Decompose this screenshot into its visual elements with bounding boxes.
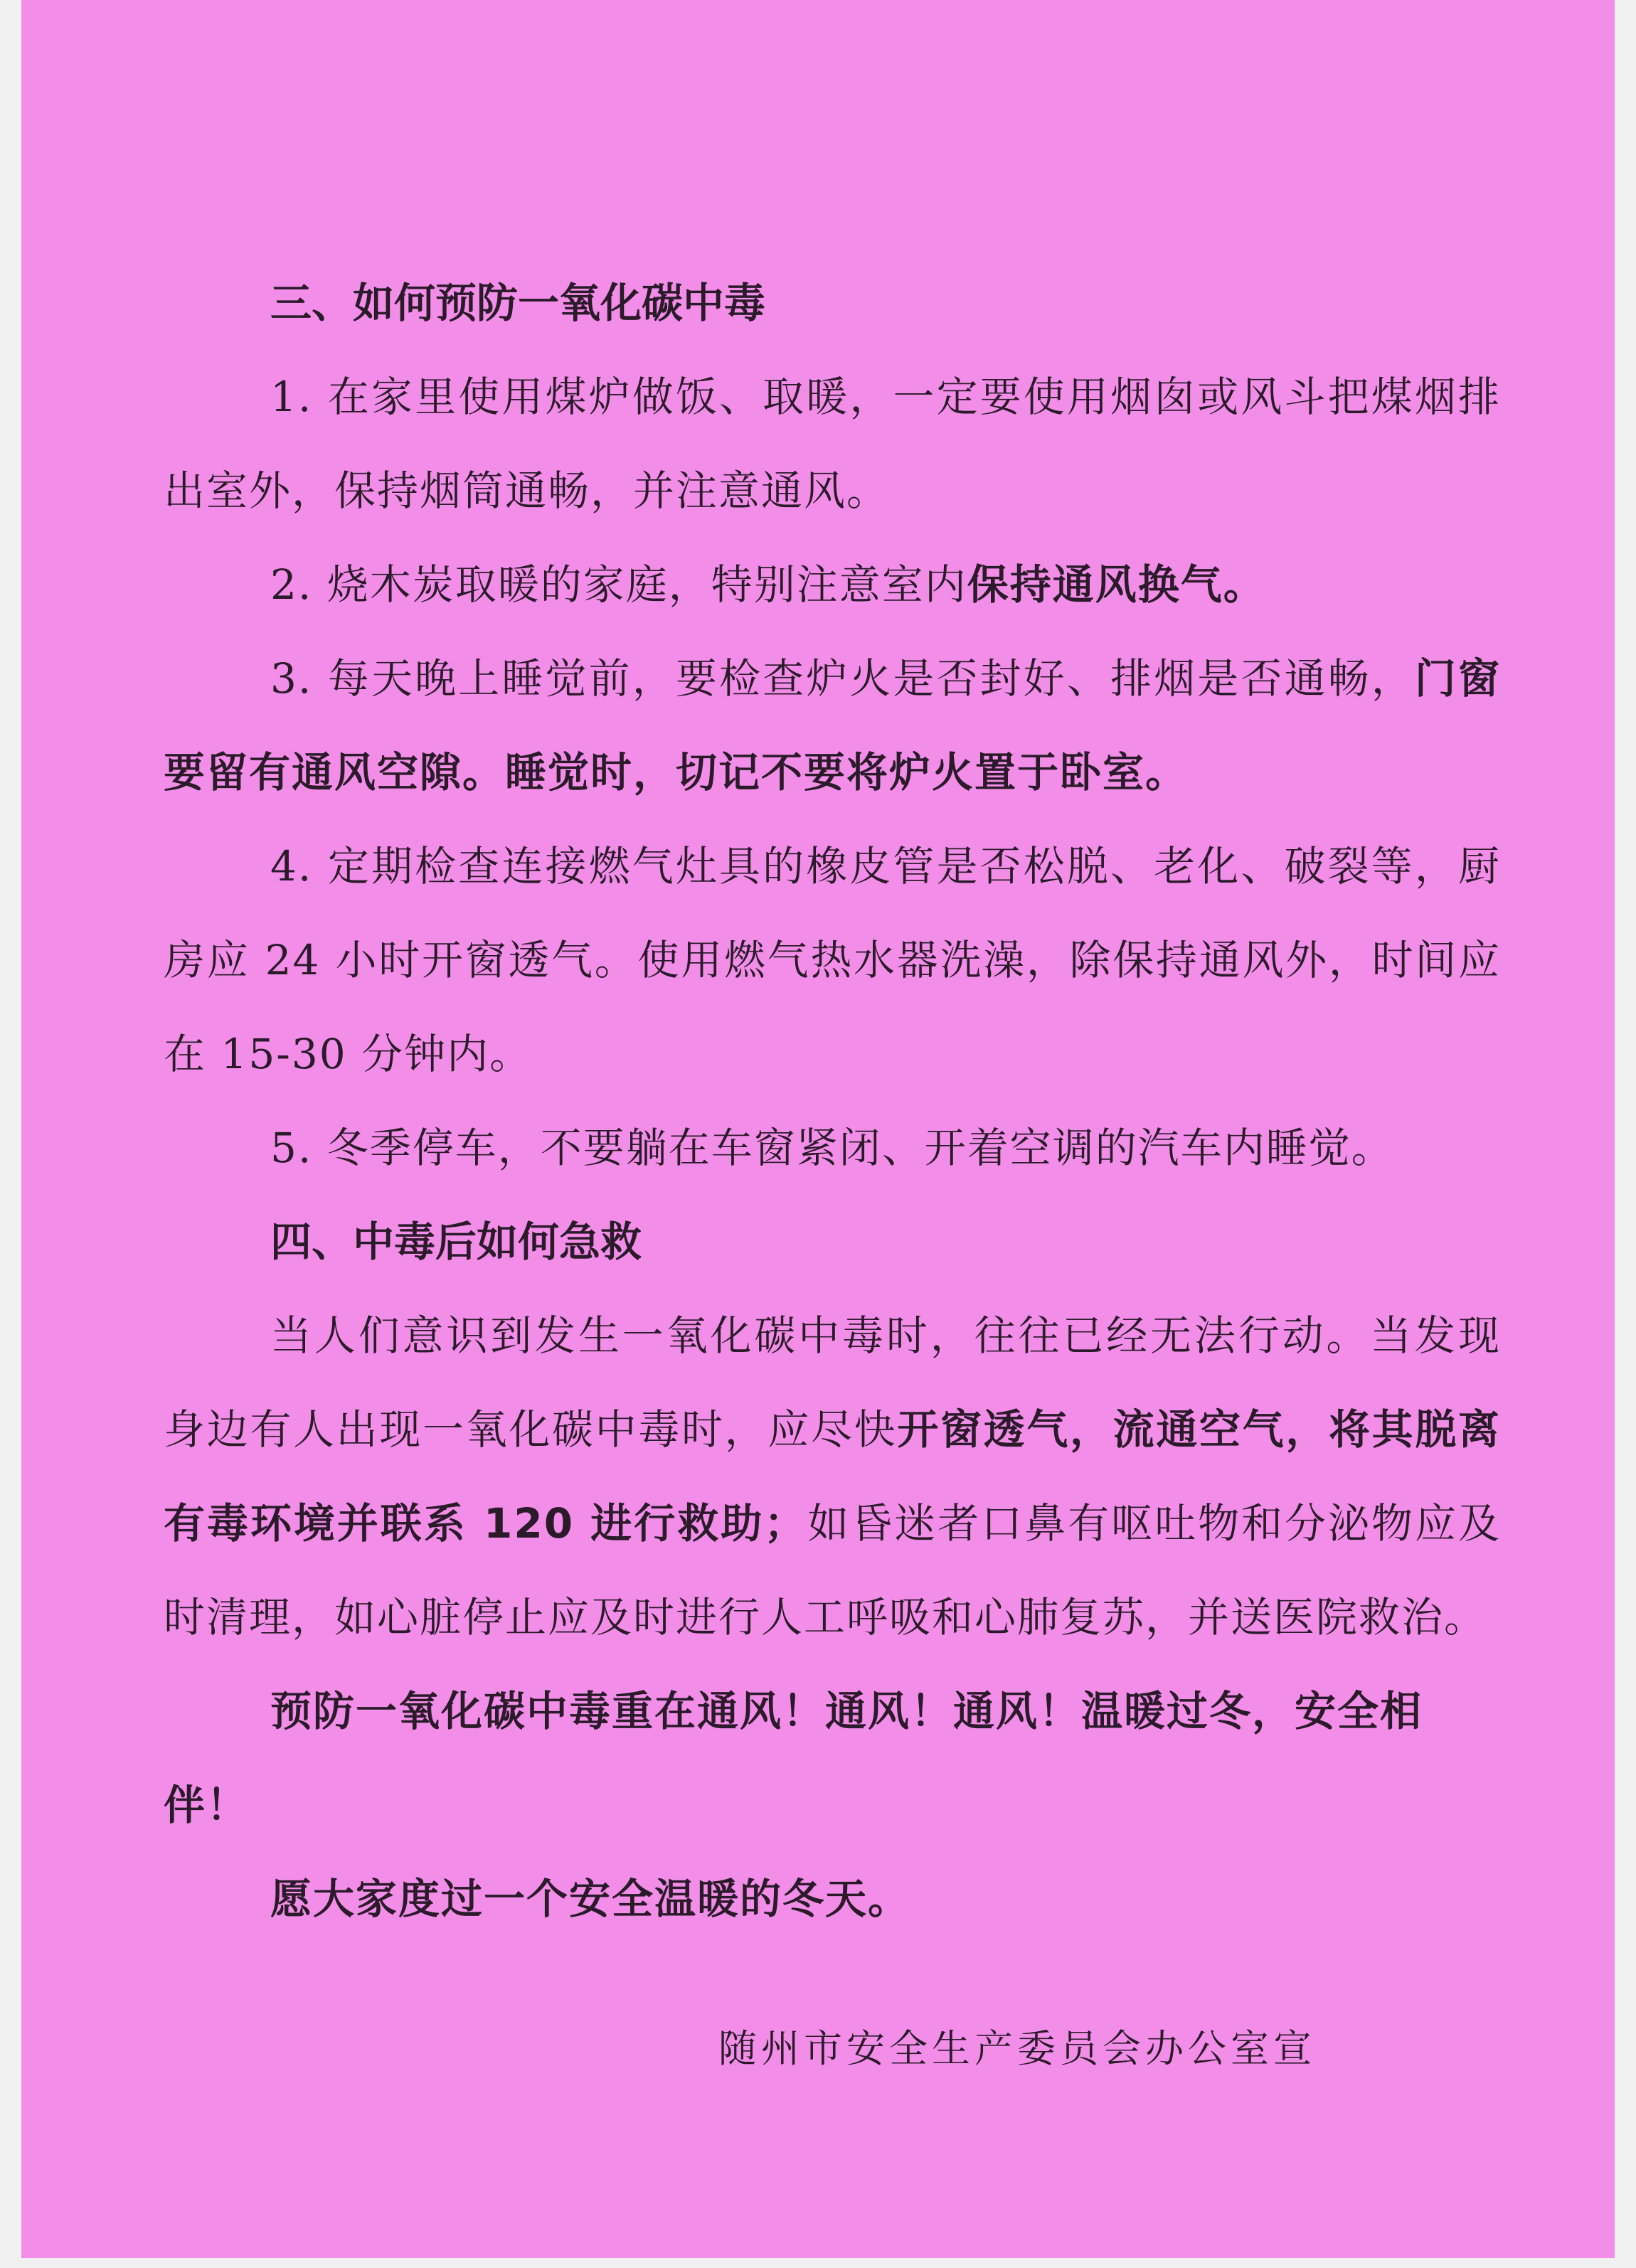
first-aid-bold-text: 开窗透气，流通空气，将其脱离有毒环境并联系 120 进行救助； bbox=[164, 1405, 1501, 1548]
closing-wish: 愿大家度过一个安全温暖的冬天。 bbox=[270, 1875, 911, 1923]
issuer-signature: 随州市安全生产委员会办公室宣 bbox=[718, 2026, 1316, 2071]
section-4-heading: 四、中毒后如何急救 bbox=[270, 1218, 642, 1266]
first-aid-text-1: 当人们意识到发生一氧化碳中毒时，往往已经无法行动。当发现身边有人出现一氧化碳中毒时，应尽快 bbox=[164, 1311, 1501, 1454]
section-3-heading: 三、如何预防一氧化碳中毒 bbox=[270, 279, 766, 327]
section-3-item-1: 1. 在家里使用煤炉做饭、取暖，一定要使用烟囱或风斗把煤烟排出室外，保持烟筒通畅，并注意通风。 bbox=[164, 373, 1501, 515]
document-page bbox=[21, 0, 1615, 2258]
first-aid-text-2: 如昏迷者口鼻有呕吐物和分泌物应及时清理，如心脏停止应及时进行人工呼吸和心肺复苏，并送医院救治。 bbox=[164, 1499, 1501, 1641]
item-2-text: 2. 烧木炭取暖的家庭，特别注意室内 bbox=[270, 560, 967, 609]
document-body bbox=[164, 256, 1501, 1946]
closing-slogan: 预防一氧化碳中毒重在通风！通风！通风！温暖过冬，安全相伴！ bbox=[164, 1687, 1423, 1829]
item-3-bold-text: 门窗要留有通风空隙。睡觉时，切记不要将炉火置于卧室。 bbox=[164, 654, 1501, 797]
item-2-bold-text: 保持通风换气。 bbox=[967, 560, 1266, 609]
section-3-item-3 bbox=[164, 632, 1501, 819]
section-3-item-5: 5. 冬季停车，不要躺在车窗紧闭、开着空调的汽车内睡觉。 bbox=[270, 1124, 1394, 1172]
section-3-item-2 bbox=[164, 538, 1501, 632]
section-4-paragraph bbox=[164, 1289, 1501, 1664]
section-3-item-4: 4. 定期检查连接燃气灶具的橡皮管是否松脱、老化、破裂等，厨房应 24 小时开窗透气。使用燃气热水器洗澡，除保持通风外，时间应在 15-30 分钟内。 bbox=[164, 842, 1501, 1078]
item-3-text: 3. 每天晚上睡觉前，要检查炉火是否封好、排烟是否通畅， bbox=[270, 654, 1415, 703]
